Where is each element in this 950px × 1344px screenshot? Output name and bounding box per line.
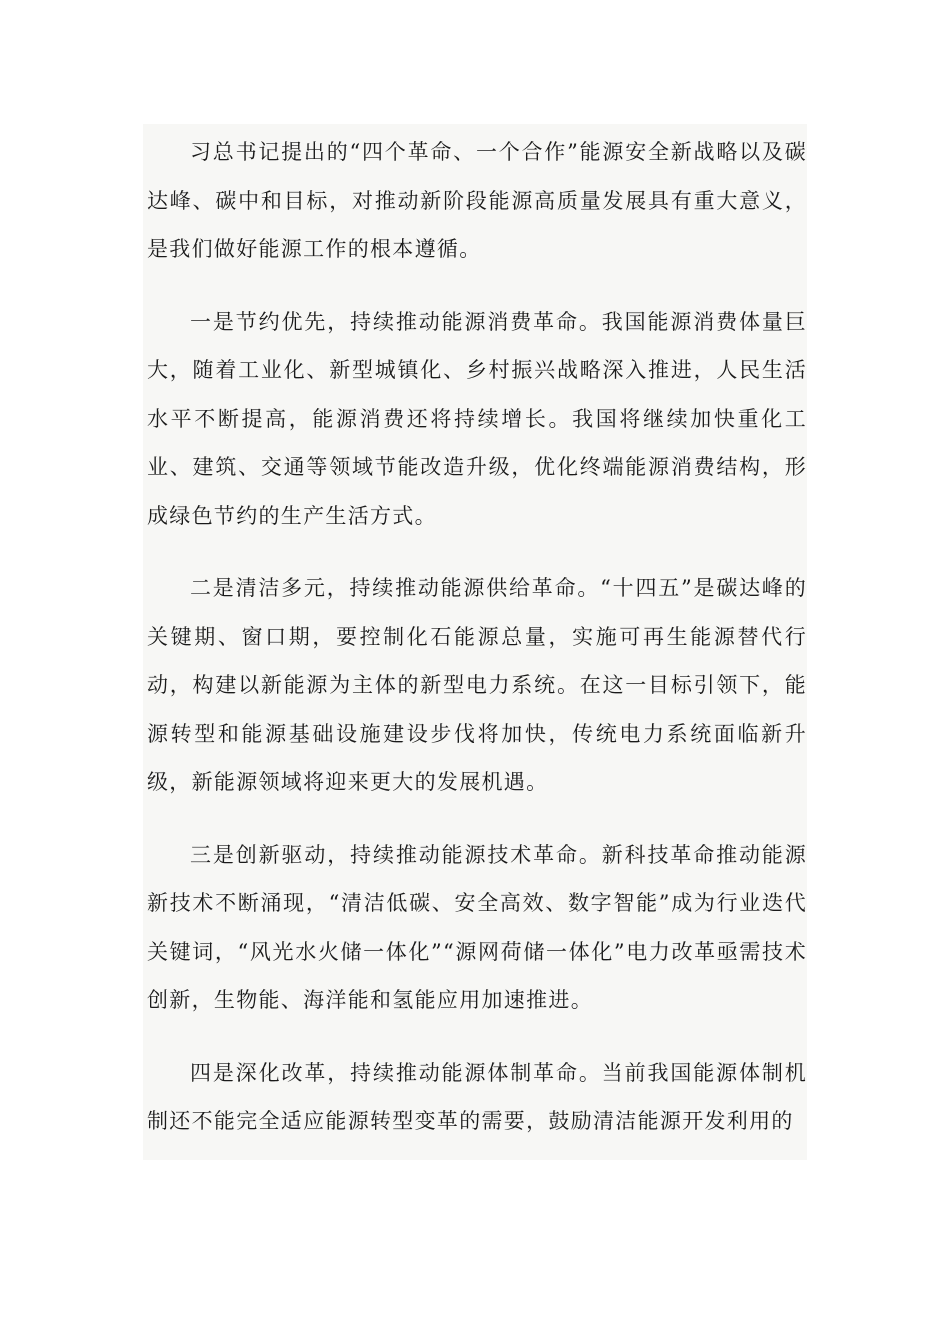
- paragraph-supply-revolution: 二是清洁多元，持续推动能源供给革命。“十四五”是碳达峰的关键期、窗口期，要控制化石能源总量，实施可再生能源替代行动，构建以新能源为主体的新型电力系统。在这一目标引领下，能源转型和能源基础设施建设步伐将加快，传统电力系统面临新升级，新能源领域将迎来更大的发展机遇。: [147, 576, 807, 794]
- document-body: [143, 124, 807, 1160]
- paragraph-technology-revolution: 三是创新驱动，持续推动能源技术革命。新科技革命推动能源新技术不断涌现，“清洁低碳、安全高效、数字智能”成为行业迭代关键词，“风光水火储一体化”“源网荷储一体化”电力改革亟需技术创新，生物能、海洋能和氢能应用加速推进。: [147, 842, 807, 1012]
- paragraph-system-revolution: 四是深化改革，持续推动能源体制革命。当前我国能源体制机制还不能完全适应能源转型变革的需要，鼓励清洁能源开发利用的: [147, 1060, 807, 1133]
- paragraph-intro: 习总书记提出的“四个革命、一个合作”能源安全新战略以及碳达峰、碳中和目标，对推动新阶段能源高质量发展具有重大意义，是我们做好能源工作的根本遵循。: [147, 140, 807, 261]
- paragraph-consumption-revolution: 一是节约优先，持续推动能源消费革命。我国能源消费体量巨大，随着工业化、新型城镇化、乡村振兴战略深入推进，人民生活水平不断提高，能源消费还将持续增长。我国将继续加快重化工业、建筑、交通等领域节能改造升级，优化终端能源消费结构，形成绿色节约的生产生活方式。: [147, 309, 807, 528]
